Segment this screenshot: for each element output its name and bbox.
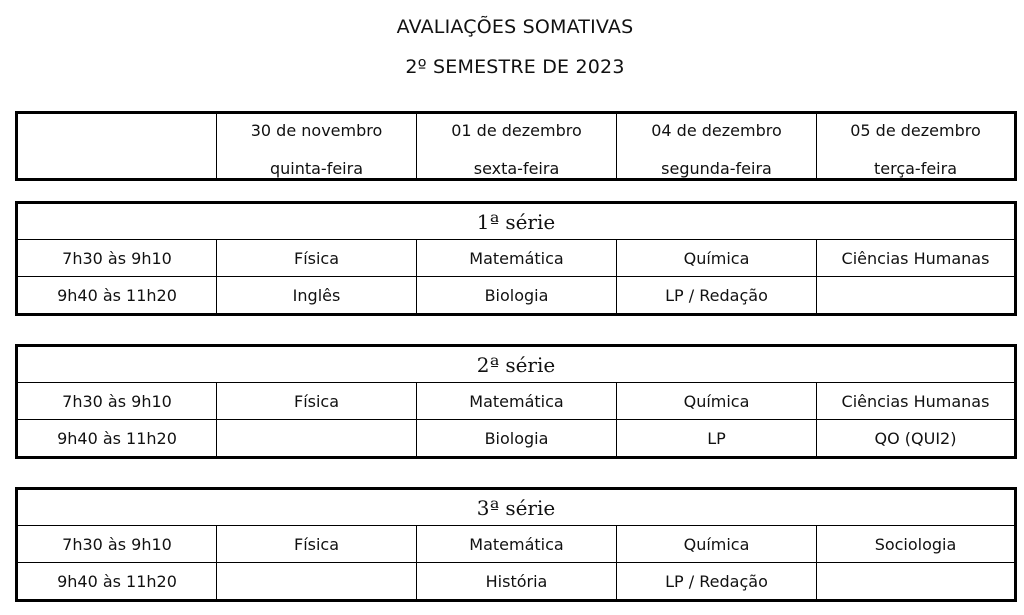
header-day-cell <box>817 113 1016 180</box>
header-empty-cell <box>17 113 217 180</box>
header-day-cell <box>217 113 417 180</box>
series-title-row <box>17 203 1016 240</box>
document-subtitle: 2º SEMESTRE DE 2023 <box>405 56 625 78</box>
exam-cell: Biologia <box>417 277 617 315</box>
series-title: 2ª série <box>17 346 1016 383</box>
series-title-row <box>17 489 1016 526</box>
time-slot: 7h30 às 9h10 <box>17 526 217 563</box>
exam-cell: Química <box>617 240 817 277</box>
day-date: 01 de dezembro <box>451 121 582 140</box>
day-date: 30 de novembro <box>250 121 383 140</box>
exam-cell: Sociologia <box>817 526 1016 563</box>
exam-cell: Inglês <box>217 277 417 315</box>
exam-cell: Biologia <box>417 420 617 458</box>
header-day-cell <box>617 113 817 180</box>
day-weekday: terça-feira <box>873 159 958 178</box>
exam-cell: LP / Redação <box>617 277 817 315</box>
series-title-row <box>17 346 1016 383</box>
time-slot: 9h40 às 11h20 <box>17 420 217 458</box>
series-title: 1ª série <box>17 203 1016 240</box>
series-table <box>15 487 1017 602</box>
series-title: 3ª série <box>17 489 1016 526</box>
exam-cell <box>817 563 1016 601</box>
exam-cell: Matemática <box>417 383 617 420</box>
exam-cell: Física <box>217 383 417 420</box>
exam-cell: História <box>417 563 617 601</box>
exam-cell: Matemática <box>417 526 617 563</box>
day-date: 04 de dezembro <box>651 121 782 140</box>
day-date: 05 de dezembro <box>850 121 981 140</box>
exam-cell <box>217 563 417 601</box>
day-weekday: quinta-feira <box>269 159 364 178</box>
schedule-row <box>17 277 1016 315</box>
time-slot: 7h30 às 9h10 <box>17 383 217 420</box>
document-title: AVALIAÇÕES SOMATIVAS <box>396 16 634 38</box>
schedule-row <box>17 383 1016 420</box>
day-weekday: segunda-feira <box>661 159 772 178</box>
exam-cell: LP / Redação <box>617 563 817 601</box>
exam-cell: Química <box>617 526 817 563</box>
exam-cell: Ciências Humanas <box>817 383 1016 420</box>
dates-header-table <box>15 111 1017 181</box>
schedule-row <box>17 526 1016 563</box>
series-table <box>15 344 1017 459</box>
time-slot: 9h40 às 11h20 <box>17 563 217 601</box>
exam-cell: Ciências Humanas <box>817 240 1016 277</box>
exam-cell <box>217 420 417 458</box>
day-weekday: sexta-feira <box>473 159 560 178</box>
exam-cell: Física <box>217 240 417 277</box>
exam-cell: QO (QUI2) <box>817 420 1016 458</box>
header-day-cell <box>417 113 617 180</box>
dates-header-row <box>17 113 1016 180</box>
exam-cell: LP <box>617 420 817 458</box>
time-slot: 9h40 às 11h20 <box>17 277 217 315</box>
exam-cell: Matemática <box>417 240 617 277</box>
exam-cell: Química <box>617 383 817 420</box>
schedule-row <box>17 240 1016 277</box>
time-slot: 7h30 às 9h10 <box>17 240 217 277</box>
series-table <box>15 201 1017 316</box>
schedule-row <box>17 563 1016 601</box>
exam-cell: Física <box>217 526 417 563</box>
schedule-row <box>17 420 1016 458</box>
exam-cell <box>817 277 1016 315</box>
